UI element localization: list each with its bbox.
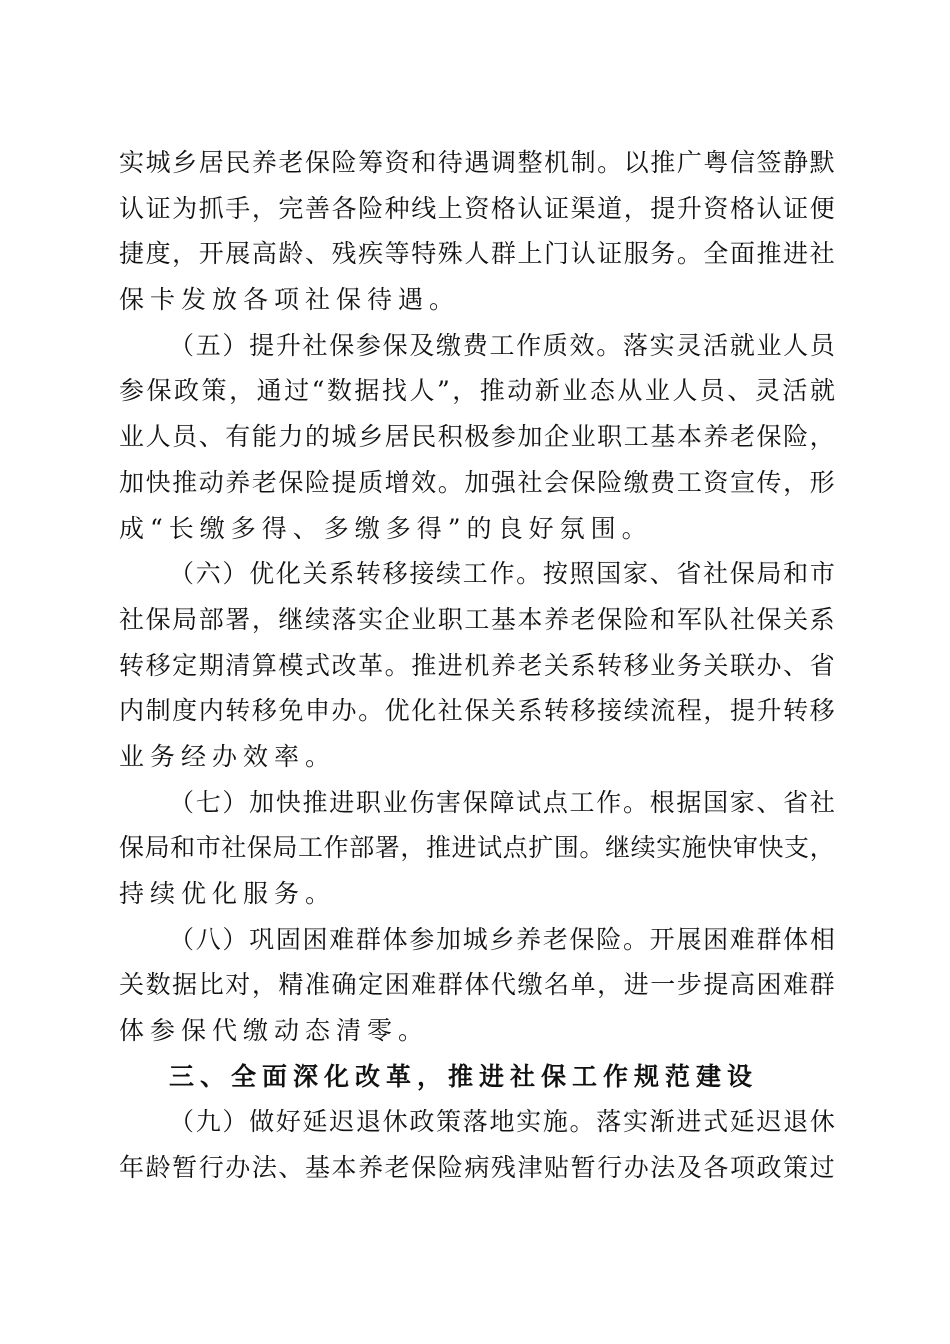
text-line: 持续优化服务。 bbox=[119, 879, 337, 908]
text-line: 参 保 政 策 ， 通 过 “ 数 据 找 人 ” ， 推 动 新 业 态 从 业 人 员 、 灵 活 就 bbox=[119, 376, 835, 406]
text-line: 保 局 和 市 社 保 局 工 作 部 署 ， 推 进 试 点 扩 围 。 继 续 实 施 快 审 快 支 ， bbox=[119, 833, 835, 863]
text-line: 关 数 据 比 对 ， 精 准 确 定 困 难 群 体 代 缴 名 单 ， 进 一 步 提 高 困 难 群 bbox=[119, 970, 835, 1000]
text-line: 加 快 推 动 养 老 保 险 提 质 增 效 。 加 强 社 会 保 险 缴 费 工 资 宣 传 ， 形 bbox=[119, 467, 835, 497]
text-line: 年 龄 暂 行 办 法 、 基 本 养 老 保 险 病 残 津 贴 暂 行 办 法 及 各 项 政 策 过 bbox=[119, 1153, 835, 1183]
text-line: 业 人 员 、 有 能 力 的 城 乡 居 民 积 极 参 加 企 业 职 工 基 本 养 老 保 险 ， bbox=[119, 422, 835, 452]
text-line: （ 六 ） 优 化 关 系 转 移 接 续 工 作 。 按 照 国 家 、 省 社 保 局 和 市 bbox=[169, 559, 835, 589]
document-body bbox=[119, 140, 835, 1191]
text-line: 实 城 乡 居 民 养 老 保 险 筹 资 和 待 遇 调 整 机 制 。 以 推 广 粤 信 签 静 默 bbox=[119, 148, 835, 177]
text-line: 转 移 定 期 清 算 模 式 改 革 。 推 进 机 养 老 关 系 转 移 业 务 关 联 办 、 省 bbox=[119, 650, 835, 680]
text-line: 业务经办效率。 bbox=[119, 741, 337, 771]
text-line: （ 七 ） 加 快 推 进 职 业 伤 害 保 障 试 点 工 作 。 根 据 国 家 、 省 社 bbox=[169, 787, 835, 817]
text-line: （ 九 ） 做 好 延 迟 退 休 政 策 落 地 实 施 。 落 实 渐 进 式 延 迟 退 休 bbox=[169, 1107, 835, 1137]
text-line: 成“长缴多得、多缴多得”的良好氛围。 bbox=[119, 513, 653, 543]
text-line: （ 五 ） 提 升 社 保 参 保 及 缴 费 工 作 质 效 。 落 实 灵 活 就 业 人 员 bbox=[169, 330, 835, 360]
text-line: 体参保代缴动态清零。 bbox=[119, 1016, 430, 1046]
text-line: 社 保 局 部 署 ， 继 续 落 实 企 业 职 工 基 本 养 老 保 险 和 军 队 社 保 关 系 bbox=[119, 604, 835, 634]
text-line: 保卡发放各项社保待遇。 bbox=[119, 285, 461, 315]
text-line: 捷 度 ， 开 展 高 龄 、 残 疾 等 特 殊 人 群 上 门 认 证 服 务 。 全 面 推 进 社 bbox=[119, 239, 835, 269]
text-line: 认 证 为 抓 手 ， 完 善 各 险 种 线 上 资 格 认 证 渠 道 ， 提 升 资 格 认 证 便 bbox=[119, 193, 835, 223]
section-heading: 三、全面深化改革，推进社保工作规范建设 bbox=[169, 1061, 759, 1091]
text-line: 内 制 度 内 转 移 免 申 办 。 优 化 社 保 关 系 转 移 接 续 流 程 ， 提 升 转 移 bbox=[119, 696, 835, 726]
text-line: （ 八 ） 巩 固 困 难 群 体 参 加 城 乡 养 老 保 险 。 开 展 困 难 群 体 相 bbox=[169, 924, 835, 954]
